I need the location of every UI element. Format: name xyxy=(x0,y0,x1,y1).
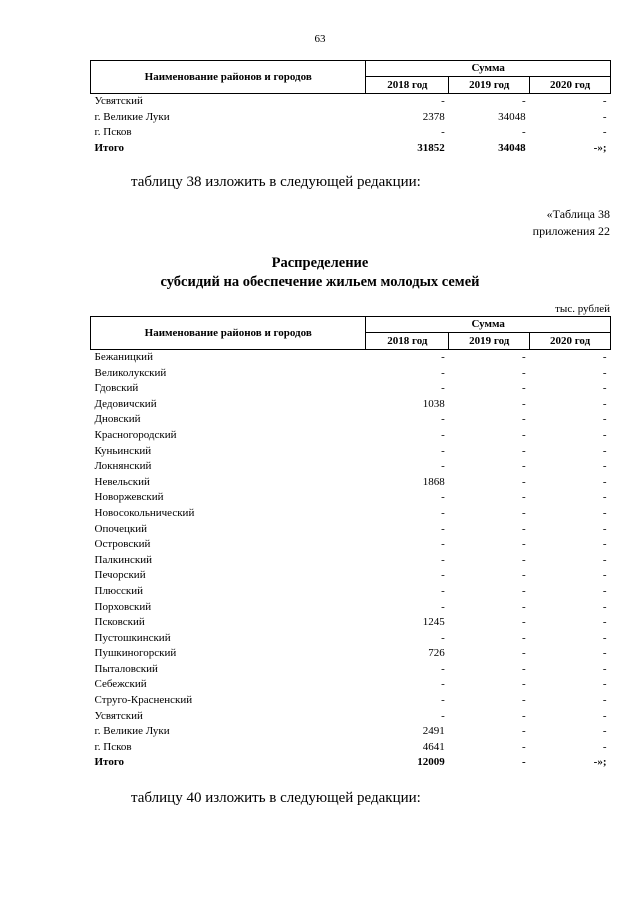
table-title xyxy=(0,254,640,292)
table-row xyxy=(91,677,611,693)
value-2019: 34048 xyxy=(498,141,526,154)
header-year-2019: 2019 год xyxy=(449,77,530,94)
table-row xyxy=(91,397,611,413)
table-row xyxy=(91,709,611,725)
value-2018: 1868 xyxy=(422,475,445,488)
value-2020: - xyxy=(602,351,607,363)
value-2020: - xyxy=(602,444,607,457)
table-main xyxy=(90,316,611,771)
value-2020: - xyxy=(602,366,607,379)
value-2019: - xyxy=(521,631,526,644)
value-2018: 31852 xyxy=(417,141,445,154)
row-name: г. Псков xyxy=(94,126,132,139)
value-2018: - xyxy=(441,428,445,441)
value-2018: - xyxy=(441,351,445,363)
value-2020: - xyxy=(602,662,607,675)
value-2019: - xyxy=(521,600,526,613)
row-name: Опочецкий xyxy=(94,522,147,535)
value-2019: - xyxy=(521,569,526,582)
table-row xyxy=(91,412,611,428)
row-name: г. Великие Луки xyxy=(94,110,170,123)
table-row xyxy=(91,646,611,662)
value-2018: - xyxy=(441,600,445,613)
value-2019: - xyxy=(521,366,526,379)
value-2020: - xyxy=(602,678,607,691)
row-name: Островский xyxy=(94,538,151,551)
value-2018: 726 xyxy=(428,647,445,660)
value-2020: - xyxy=(602,522,607,535)
row-name: Гдовский xyxy=(94,382,139,395)
value-2020: - xyxy=(602,95,607,107)
paragraph-table-40: таблицу 40 изложить в следующей редакции: xyxy=(131,790,421,806)
table-row xyxy=(91,662,611,678)
row-name: Плюсский xyxy=(94,584,144,597)
table-caption xyxy=(533,206,610,240)
row-name: Новосокольнический xyxy=(94,506,195,519)
value-2019: - xyxy=(521,506,526,519)
value-2018: - xyxy=(441,569,445,582)
header-name: Наименование районов и городов xyxy=(91,61,366,94)
value-2018: 1038 xyxy=(422,397,445,410)
value-2020: - xyxy=(602,413,607,426)
value-2018: - xyxy=(441,382,445,395)
table-row xyxy=(91,537,611,553)
table-row xyxy=(91,506,611,522)
value-2020: - xyxy=(602,397,607,410)
table-row xyxy=(91,475,611,491)
table-row xyxy=(91,125,611,141)
value-2018: - xyxy=(441,694,445,707)
row-name: Дновский xyxy=(94,413,141,426)
value-2019: - xyxy=(521,428,526,441)
table-row xyxy=(91,740,611,756)
value-2019: - xyxy=(521,740,526,753)
row-name: Печорский xyxy=(94,569,146,582)
value-2019: - xyxy=(521,678,526,691)
value-2020: - xyxy=(602,428,607,441)
table-row xyxy=(91,490,611,506)
value-2020: -»; xyxy=(593,141,607,154)
value-2020: - xyxy=(602,569,607,582)
value-2018: - xyxy=(441,662,445,675)
row-name: Пыталовский xyxy=(94,662,158,675)
paragraph-table-38: таблицу 38 изложить в следующей редакции: xyxy=(131,174,421,190)
value-2018: - xyxy=(441,678,445,691)
row-name: Струго-Красненский xyxy=(94,694,193,707)
row-name: Усвятский xyxy=(94,709,143,722)
table-row xyxy=(91,94,611,110)
table-row xyxy=(91,350,611,366)
value-2019: - xyxy=(521,491,526,504)
value-2018: - xyxy=(441,631,445,644)
table-row xyxy=(91,459,611,475)
value-2018: - xyxy=(441,538,445,551)
row-name: Итого xyxy=(94,756,125,769)
value-2019: - xyxy=(521,616,526,629)
value-2020: -»; xyxy=(593,756,607,769)
header-name: Наименование районов и городов xyxy=(91,317,366,350)
header-year-2018: 2018 год xyxy=(366,333,449,350)
row-name: Новоржевский xyxy=(94,491,164,504)
row-name: Палкинский xyxy=(94,553,153,566)
value-2018: - xyxy=(441,553,445,566)
value-2018: - xyxy=(441,584,445,597)
total-row xyxy=(91,141,611,157)
table-row xyxy=(91,568,611,584)
value-2020: - xyxy=(602,491,607,504)
value-2019: - xyxy=(521,584,526,597)
row-name: Куньинский xyxy=(94,444,152,457)
value-2020: - xyxy=(602,647,607,660)
value-2018: - xyxy=(441,460,445,473)
table-row xyxy=(91,428,611,444)
value-2019: - xyxy=(521,538,526,551)
header-sum: Сумма xyxy=(366,317,611,333)
value-2018: 2491 xyxy=(422,725,445,738)
value-2018: - xyxy=(441,126,445,139)
value-2018: - xyxy=(441,413,445,426)
table-row xyxy=(91,444,611,460)
value-2019: 34048 xyxy=(498,110,526,123)
value-2019: - xyxy=(521,460,526,473)
table-row xyxy=(91,600,611,616)
table-row xyxy=(91,615,611,631)
header-year-2020: 2020 год xyxy=(530,77,611,94)
row-name: Пустошкинский xyxy=(94,631,171,644)
value-2019: - xyxy=(521,126,526,139)
row-name: Итого xyxy=(94,141,125,154)
value-2018: 4641 xyxy=(422,740,445,753)
table-row xyxy=(91,553,611,569)
value-2018: - xyxy=(441,95,445,107)
value-2020: - xyxy=(602,631,607,644)
table-row xyxy=(91,631,611,647)
value-2020: - xyxy=(602,538,607,551)
value-2019: - xyxy=(521,397,526,410)
value-2020: - xyxy=(602,725,607,738)
total-row xyxy=(91,755,611,771)
value-2019: - xyxy=(521,709,526,722)
value-2019: - xyxy=(521,95,526,107)
value-2019: - xyxy=(521,662,526,675)
caption-line-2: приложения 22 xyxy=(532,224,610,238)
row-name: Пушкиногорский xyxy=(94,647,177,660)
value-2020: - xyxy=(602,475,607,488)
row-name: Локнянский xyxy=(94,460,152,473)
table-row xyxy=(91,381,611,397)
value-2018: - xyxy=(441,366,445,379)
row-name: Красногородский xyxy=(94,428,177,441)
header-year-2019: 2019 год xyxy=(449,333,530,350)
value-2018: - xyxy=(441,522,445,535)
value-2020: - xyxy=(602,506,607,519)
value-2020: - xyxy=(602,709,607,722)
value-2018: - xyxy=(441,709,445,722)
value-2020: - xyxy=(602,382,607,395)
value-2018: 2378 xyxy=(422,110,445,123)
value-2019: - xyxy=(521,413,526,426)
row-name: Порховский xyxy=(94,600,152,613)
value-2019: - xyxy=(521,756,526,769)
table-row xyxy=(91,522,611,538)
value-2020: - xyxy=(602,694,607,707)
value-2019: - xyxy=(521,475,526,488)
value-2020: - xyxy=(602,553,607,566)
caption-line-1: «Таблица 38 xyxy=(546,207,610,221)
row-name: Бежаницкий xyxy=(94,351,153,363)
header-year-2020: 2020 год xyxy=(530,333,611,350)
value-2020: - xyxy=(602,600,607,613)
row-name: Дедовичский xyxy=(94,397,157,410)
header-year-2018: 2018 год xyxy=(366,77,449,94)
table-row xyxy=(91,366,611,382)
title-line-1: Распределение xyxy=(271,255,369,271)
table-row xyxy=(91,693,611,709)
row-name: г. Великие Луки xyxy=(94,725,170,738)
value-2020: - xyxy=(602,616,607,629)
value-2019: - xyxy=(521,522,526,535)
row-name: Невельский xyxy=(94,475,150,488)
value-2018: - xyxy=(441,444,445,457)
table-previous xyxy=(90,60,611,156)
row-name: Усвятский xyxy=(94,95,143,107)
row-name: г. Псков xyxy=(94,740,132,753)
page-number: 63 xyxy=(314,33,326,45)
value-2018: - xyxy=(441,506,445,519)
value-2019: - xyxy=(521,725,526,738)
value-2018: 1245 xyxy=(422,616,445,629)
value-2019: - xyxy=(521,444,526,457)
table-row xyxy=(91,110,611,126)
value-2020: - xyxy=(602,740,607,753)
header-sum: Сумма xyxy=(366,61,611,77)
row-name: Псковский xyxy=(94,616,145,629)
title-line-2: субсидий на обеспечение жильем молодых семей xyxy=(160,274,480,290)
value-2020: - xyxy=(602,110,607,123)
row-name: Себежский xyxy=(94,678,147,691)
value-2019: - xyxy=(521,553,526,566)
value-2018: 12009 xyxy=(417,756,445,769)
value-2019: - xyxy=(521,382,526,395)
value-2019: - xyxy=(521,694,526,707)
value-2018: - xyxy=(441,491,445,504)
value-2020: - xyxy=(602,460,607,473)
table-row xyxy=(91,584,611,600)
table-row xyxy=(91,724,611,740)
value-2019: - xyxy=(521,647,526,660)
value-2019: - xyxy=(521,351,526,363)
value-2020: - xyxy=(602,584,607,597)
unit-label: тыс. рублей xyxy=(555,303,610,315)
value-2020: - xyxy=(602,126,607,139)
row-name: Великолукский xyxy=(94,366,167,379)
